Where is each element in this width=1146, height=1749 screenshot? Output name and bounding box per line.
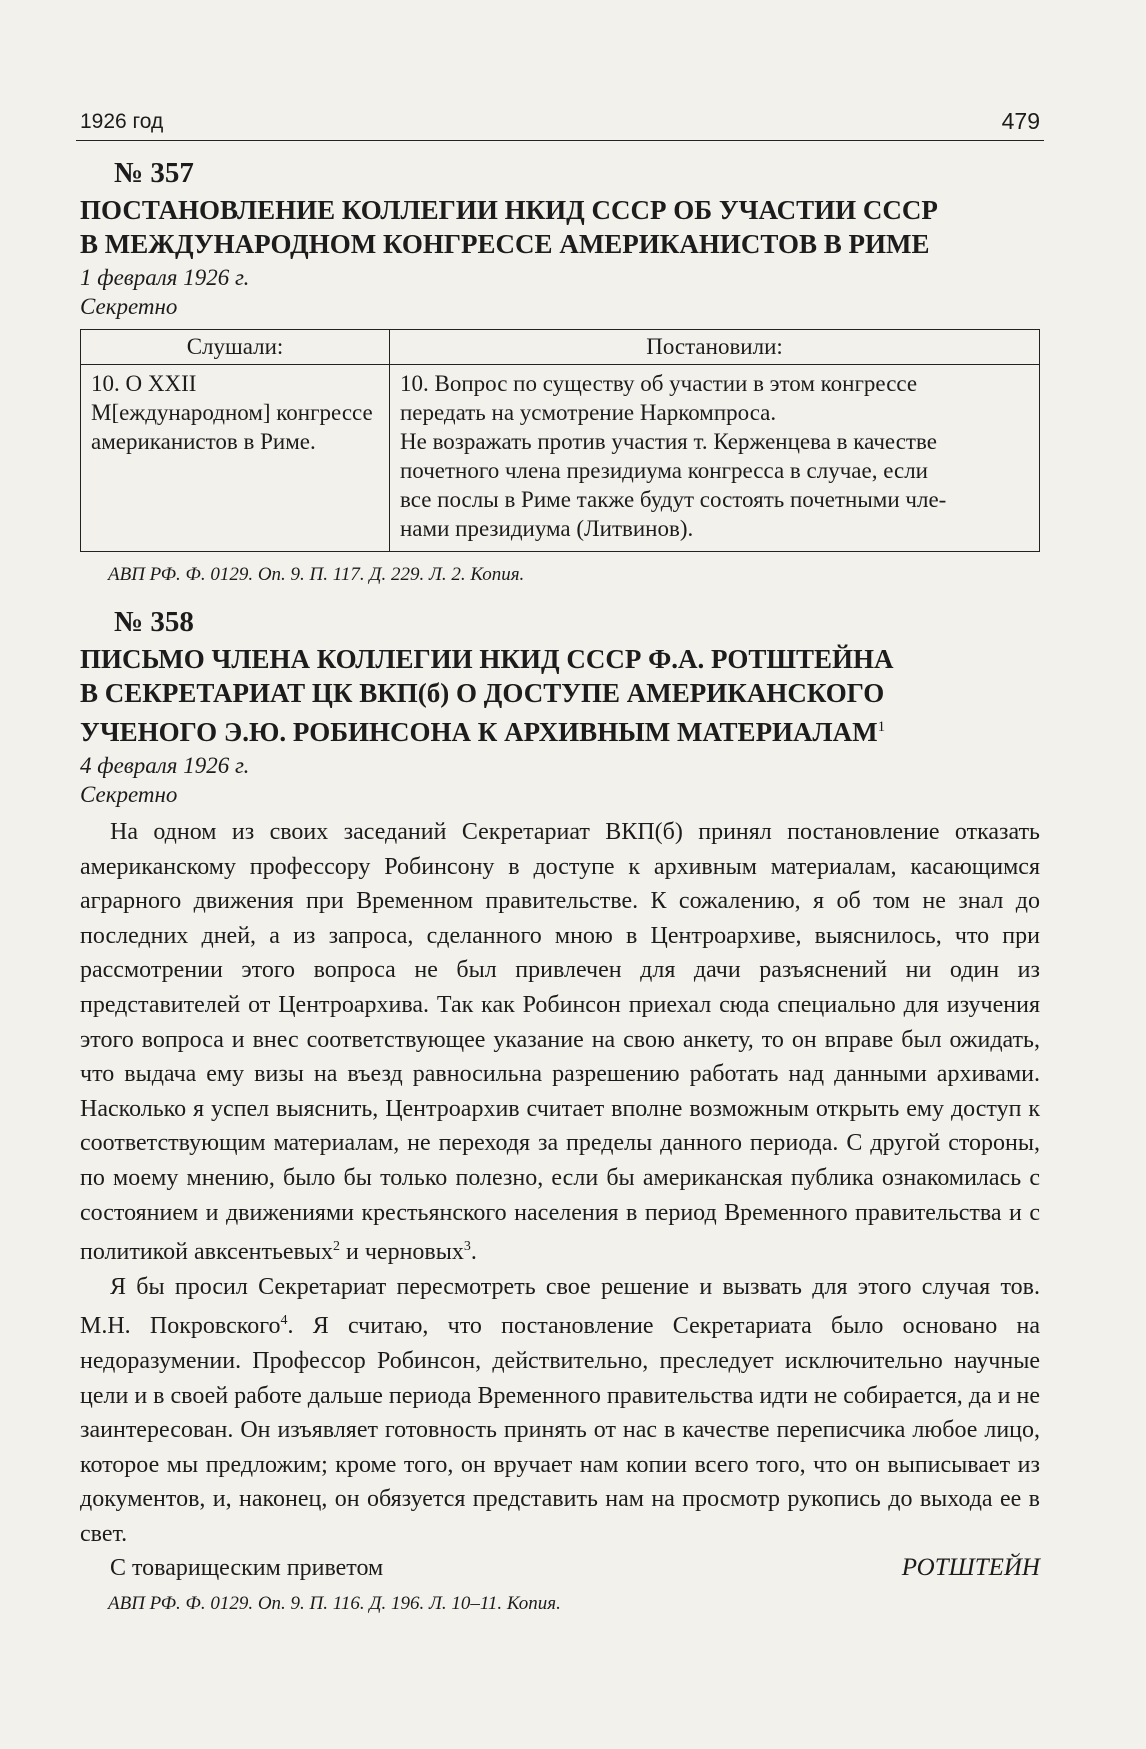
footnote-marker: 1 bbox=[877, 719, 886, 735]
closing-greeting: С товарищеским приветом bbox=[110, 1555, 384, 1582]
heard-cell: 10. О XXII М[еждународном] конгрессе американистов в Риме. bbox=[81, 365, 390, 552]
resolved-line: передать на усмотрение Наркомпроса. bbox=[400, 400, 777, 425]
document-title-line bbox=[80, 710, 1040, 749]
letter-paragraph bbox=[80, 815, 1040, 1270]
footnote-marker: 3 bbox=[463, 1239, 471, 1255]
document-title-line: ПИСЬМО ЧЛЕНА КОЛЛЕГИИ НКИД СССР Ф.А. РОТШТЕЙНА bbox=[80, 644, 894, 674]
page-content bbox=[80, 155, 1040, 1617]
footnote-marker: 4 bbox=[280, 1313, 288, 1329]
page-number: 479 bbox=[1001, 108, 1040, 134]
document-date: 1 февраля 1926 г. bbox=[80, 265, 250, 290]
minutes-header-row bbox=[81, 330, 1040, 365]
letter-paragraph bbox=[80, 1270, 1040, 1552]
minutes-table bbox=[80, 329, 1040, 552]
paragraph-text: . Я считаю, что постановление Секретариата было основано на недоразумении. Профессор Робинсон, действительно, преследует исключительно научные цели и в своей работе дальше периода Временного правительства идти не собирается, да и не заинтересован. Он изъявляет готовность принять от нас в качестве переписчика любое лицо, которое мы предложим; кроме того, он вручает нам копии всего того, что он выписывает из документов, и, наконец, он обязуется представить нам на просмотр рукопись до выхода ее в свет. bbox=[80, 1313, 1040, 1547]
resolved-line: нами президиума (Литвинов). bbox=[400, 516, 694, 541]
resolved-cell bbox=[390, 365, 1040, 552]
heard-column-header: Слушали: bbox=[81, 330, 390, 365]
archive-source: АВП РФ. Ф. 0129. Оп. 9. П. 116. Д. 196. Л. 10–11. Копия. bbox=[108, 1593, 561, 1615]
document-357 bbox=[80, 155, 1040, 588]
paragraph-text: . bbox=[470, 1239, 477, 1266]
resolved-line: Не возражать против участия т. Керженцева в качестве bbox=[400, 429, 937, 454]
document-title-line: В МЕЖДУНАРОДНОМ КОНГРЕССЕ АМЕРИКАНИСТОВ В РИМЕ bbox=[80, 229, 930, 259]
document-title bbox=[80, 193, 1040, 261]
footnote-marker: 2 bbox=[333, 1239, 340, 1255]
letter-closing bbox=[80, 1551, 1040, 1585]
document-classification: Секретно bbox=[80, 782, 178, 807]
archive-source: АВП РФ. Ф. 0129. Оп. 9. П. 117. Д. 229. Л. 2. Копия. bbox=[108, 564, 525, 585]
resolved-line: все послы в Риме также будут состоять почетными чле- bbox=[400, 487, 947, 512]
paragraph-text: Я бы просил Секретариат пересмотреть свое решение и вызвать для этого случая тов. М.Н. Покровского bbox=[80, 1273, 1040, 1340]
running-head-year: 1926 год bbox=[80, 110, 164, 133]
paragraph-text: и черновых bbox=[340, 1239, 464, 1266]
resolved-column-header: Постановили: bbox=[390, 330, 1040, 365]
letter-body bbox=[80, 815, 1040, 1551]
document-358 bbox=[80, 604, 1040, 1617]
document-title-line: ПОСТАНОВЛЕНИЕ КОЛЛЕГИИ НКИД СССР ОБ УЧАСТИИ СССР bbox=[80, 195, 938, 225]
document-date: 4 февраля 1926 г. bbox=[80, 753, 250, 778]
document-classification: Секретно bbox=[80, 294, 178, 319]
document-title bbox=[80, 642, 1040, 749]
document-number: № 357 bbox=[114, 157, 194, 189]
running-head bbox=[76, 100, 1044, 141]
signature: РОТШТЕЙН bbox=[901, 1554, 1040, 1582]
document-title-line-text: УЧЕНОГО Э.Ю. РОБИНСОНА К АРХИВНЫМ МАТЕРИАЛАМ bbox=[80, 717, 878, 747]
document-title-line: В СЕКРЕТАРИАТ ЦК ВКП(б) О ДОСТУПЕ АМЕРИКАНСКОГО bbox=[80, 678, 885, 708]
minutes-row bbox=[81, 365, 1040, 552]
resolved-line: 10. Вопрос по существу об участии в этом конгрессе bbox=[400, 371, 918, 396]
document-number: № 358 bbox=[114, 606, 194, 638]
resolved-line: почетного члена президиума конгресса в случае, если bbox=[400, 458, 928, 483]
paragraph-text: На одном из своих заседаний Секретариат ВКП(б) принял постановление отказать американскому профессору Робинсону в доступе к архивным материалам, касающимся аграрного движения при Временном правительстве. К сожалению, я об том не знал до последних дней, а из запроса, сделанного мною в Центроархиве, выяснилось, что при рассмотрении этого вопроса не был привлечен для дачи разъяснений ни один из представителей от Центроархива. Так как Робинсон приехал сюда специально для изучения этого вопроса и внес соответствующее указание на свою анкету, то он вправе был ожидать, что выдача ему визы на въезд равносильна разрешению работать над данными архивами. Насколько я успел выяснить, Центроархив считает вполне возможным открыть ему доступ к соответствующим материалам, не переходя за пределы данного периода. С другой стороны, по моему мнению, было бы только полезно, если бы американская публика ознакомилась с состоянием и движениями крестьянского населения в период Временного правительства и с политикой авксентьевых bbox=[80, 819, 1040, 1266]
